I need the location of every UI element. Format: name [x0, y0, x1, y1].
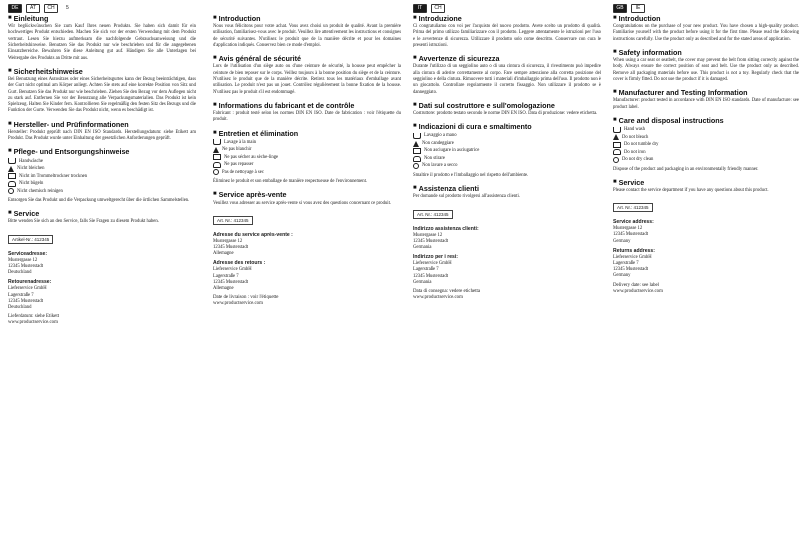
- care-label: Do not dry clean: [622, 157, 654, 163]
- care-item: [8, 180, 196, 188]
- care-label: Do not tumble dry: [624, 142, 659, 148]
- section-heading: [613, 117, 799, 125]
- section-title: Hersteller- und Prüfinformationen: [13, 119, 129, 129]
- section: [413, 55, 601, 96]
- section-heading: [213, 191, 401, 199]
- paragraph: Lors de l'utilisation d'un siège auto ou d'une ceinture de sécurité, la housse peut empêcher la ceinture de bien reposer sur le corps. Veillez toujours à la bonne position du siège et de la ceinture. N'utilisez le produit que de la manière décrite. Retirez tous les matériaux d'emballage avant utilisation. Le produit n'est pas un jouet. Contrôlez régulièrement la bonne fixation de la housse. N'utilisez pas le produit s'il est endommagé.: [213, 64, 401, 95]
- section-title: Entretien et élimination: [218, 128, 299, 138]
- address-line: 12345 Musterstadt: [8, 298, 44, 304]
- care-item: [413, 132, 601, 140]
- care-item: [613, 156, 799, 164]
- address-block: [8, 286, 196, 311]
- address-line: Deutschland: [8, 270, 32, 276]
- section-heading: [613, 179, 799, 187]
- website-link[interactable]: www.productservice.com: [613, 288, 663, 294]
- address-line: Lagerstraße 7: [8, 292, 34, 298]
- care-item: [613, 134, 799, 142]
- country-flag: GB: [613, 4, 627, 13]
- bullet-icon: ■: [213, 191, 217, 198]
- section: [213, 130, 401, 186]
- care-item: [8, 165, 196, 173]
- care-symbol-icon: [613, 127, 621, 133]
- paragraph: Bei Benutzung eines Autositzes oder eines Sicherheitsgurtes kann der Bezug beeinträchtigen, dass der Gurt nicht optimal am Körper anliegt. Achten Sie stets auf eine korrekte Position von Sitz und Gurt. Benutzen Sie das Produkt nur wie beschrieben. Ziehen Sie den Bezug vor dem Auflegen nicht zu stark auf. Entfernen Sie vor der Benutzung alle Verpackungsmaterialien. Das Produkt ist kein Spielzeug. Halten Sie Kinder fern. Kontrollieren Sie regelmäßig den festen Sitz des Bezugs und die Funktion der Gurte. Verwenden Sie das Produkt nicht, wenn es beschädigt ist.: [8, 76, 196, 114]
- country-flag: DE: [8, 4, 22, 13]
- care-label: Pas de nettoyage à sec: [222, 169, 264, 175]
- care-item: [413, 147, 601, 155]
- paragraph: Please contact the service department if you have any questions about this product.: [613, 187, 769, 193]
- care-symbols: [213, 139, 401, 177]
- bullet-icon: ■: [413, 15, 417, 21]
- section-heading: [413, 123, 601, 131]
- care-symbol-icon: [213, 154, 221, 160]
- address-line: Deutschland: [8, 304, 32, 310]
- paragraph: Nous vous félicitons pour votre achat. Vous avez choisi un produit de qualité. Avant la première utilisation, familiarisez-vous avec le produit. Veuillez lire attentivement les instructions et consignes de sécurité suivantes. N'utilisez le produit que de la manière décrite et pour les domaines d'application indiqués. Conservez bien ce mode d'emploi.: [213, 24, 401, 48]
- address-line: Lieferservice GmbH: [8, 286, 47, 292]
- care-symbol-icon: [213, 147, 219, 153]
- section-title: Indicazioni di cura e smaltimento: [418, 122, 532, 132]
- care-item: [613, 126, 799, 134]
- address-heading: Adresse du service après-vente :: [213, 231, 293, 238]
- care-item: [213, 146, 401, 154]
- section: [613, 15, 799, 43]
- section-heading: [213, 102, 401, 110]
- bullet-icon: ■: [613, 178, 617, 185]
- bullet-icon: ■: [8, 15, 12, 21]
- care-symbol-icon: [413, 148, 421, 154]
- section-title: Sicherheitshinweise: [13, 66, 83, 76]
- section-title: Introduction: [218, 14, 261, 23]
- paragraph: Veuillez vous adresser au service après-vente si vous avez des questions concernant ce produit.: [213, 200, 392, 206]
- column-0: [8, 0, 196, 554]
- paragraph: Wir beglückwünschen Sie zum Kauf Ihres neuen Produkts. Sie haben sich damit für ein hochwertiges Produkt entschieden. Machen Sie sich vor der ersten Verwendung mit dem Produkt vertraut. Lesen Sie hierzu aufmerksam die nachfolgende Gebrauchsanweisung und die Sicherheitshinweise. Benutzen Sie das Produkt nur wie beschrieben und für die angegebenen Einsatzbereiche. Bewahren Sie diese Anleitung gut auf. Händigen Sie alle Unterlagen bei Weitergabe des Produkts an Dritte mit aus.: [8, 24, 196, 61]
- section-heading: [8, 121, 196, 129]
- paragraph: Fabricant : produit testé selon les normes DIN EN ISO. Date de fabrication : voir l'étiquette du produit.: [213, 110, 401, 123]
- country-flag: CH: [431, 4, 445, 13]
- language-bar: [213, 4, 401, 12]
- bullet-icon: ■: [8, 210, 12, 217]
- care-label: Hand wash: [624, 127, 645, 133]
- section-heading: [413, 15, 601, 23]
- bullet-icon: ■: [8, 148, 12, 155]
- care-symbol-icon: [613, 134, 619, 140]
- address-line: Mustergasse 12: [8, 257, 38, 263]
- section: [213, 15, 401, 49]
- bullet-icon: ■: [413, 55, 417, 62]
- address-heading: Indirizzo per i resi:: [413, 254, 459, 261]
- address-heading: Service address:: [613, 219, 654, 226]
- section: [613, 49, 799, 83]
- section-heading: [613, 49, 799, 57]
- paragraph: Entsorgen Sie das Produkt und die Verpackung umweltgerecht über die örtlichen Sammelstellen.: [8, 198, 190, 204]
- info-line: Delivery date: see label: [613, 282, 660, 288]
- care-item: [213, 161, 401, 169]
- country-flag: AT: [26, 4, 40, 13]
- care-label: Do not bleach: [622, 134, 649, 140]
- bullet-icon: ■: [613, 116, 617, 123]
- article-number-label: Art. Nr.: 412345: [613, 203, 653, 212]
- paragraph: Per domande sul prodotto rivolgersi all'assistenza clienti.: [413, 194, 520, 200]
- address-line: 12345 Musterstadt: [213, 279, 249, 285]
- section-heading: [613, 89, 799, 97]
- care-label: Lavaggio a mano: [424, 133, 457, 139]
- address-line: Germany: [613, 273, 631, 279]
- address-line: 12345 Musterstadt: [413, 273, 449, 279]
- column-3: [613, 0, 799, 554]
- section-heading: [613, 15, 799, 23]
- care-symbol-icon: [413, 141, 419, 147]
- care-label: Ne pas sécher au sèche-linge: [224, 154, 279, 160]
- care-item: [213, 139, 401, 147]
- care-symbol-icon: [413, 133, 421, 139]
- section-title: Einleitung: [13, 14, 49, 23]
- care-label: Nicht chemisch reinigen: [17, 188, 63, 194]
- care-item: [8, 173, 196, 181]
- address-line: 12345 Musterstadt: [613, 267, 649, 273]
- care-symbol-icon: [8, 158, 16, 164]
- address-line: Germania: [413, 244, 432, 250]
- article-number-label: Artikel-Nr.: 412345: [8, 235, 53, 244]
- address-heading: Retourenadresse:: [8, 279, 52, 286]
- bullet-icon: ■: [213, 129, 217, 136]
- care-symbols: [613, 126, 799, 164]
- section-heading: [213, 130, 401, 138]
- care-item: [413, 155, 601, 163]
- section: [413, 15, 601, 49]
- care-label: Non stirare: [424, 155, 445, 161]
- address-block: [613, 226, 799, 245]
- care-label: Nicht bügeln: [19, 181, 44, 187]
- bullet-icon: ■: [613, 15, 617, 21]
- bullet-icon: ■: [8, 120, 12, 127]
- paragraph: Dispose of the product and packaging in an environmentally friendly manner.: [613, 166, 759, 172]
- care-item: [413, 162, 601, 170]
- care-item: [8, 158, 196, 166]
- care-item: [213, 169, 401, 177]
- bullet-icon: ■: [213, 15, 217, 21]
- website-link[interactable]: www.productservice.com: [8, 320, 58, 326]
- paragraph: Hersteller: Produkt geprüft nach DIN EN ISO Standards. Herstellungsdatum: siehe Etikett am Produkt. Das Produkt wurde unter Einhaltung der gesetzlichen Anforderungen geprüft.: [8, 129, 196, 142]
- care-item: [613, 149, 799, 157]
- care-symbol-icon: [8, 166, 14, 172]
- country-flag: IE: [631, 4, 645, 13]
- website-link[interactable]: www.productservice.com: [213, 301, 263, 307]
- section: [413, 102, 601, 117]
- column-1: [213, 0, 401, 554]
- care-symbols: [8, 158, 196, 196]
- care-label: Non lavare a secco: [422, 163, 458, 169]
- paragraph: When using a car seat or seatbelt, the cover may prevent the belt from sitting correctly against the body. Always ensure the correct position of seat and belt. Use the product only as described. Remove all packaging materials before use. This product is not a toy. Regularly check that the cover is firmly fitted. Do not use the product if it is damaged.: [613, 58, 799, 82]
- address-line: 12345 Musterstadt: [413, 238, 449, 244]
- care-symbol-icon: [613, 157, 619, 163]
- care-symbol-icon: [613, 142, 621, 148]
- section-heading: [213, 55, 401, 63]
- paragraph: Smaltire il prodotto e l'imballaggio nel rispetto dell'ambiente.: [413, 172, 529, 178]
- care-symbol-icon: [413, 156, 421, 162]
- address-line: Mustergasse 12: [413, 232, 443, 238]
- care-label: Nicht im Trommeltrockner trocknen: [19, 173, 88, 179]
- care-symbol-icon: [213, 162, 221, 168]
- section: [413, 123, 601, 179]
- care-item: [413, 140, 601, 148]
- address-line: Lieferservice GmbH: [413, 261, 452, 267]
- bullet-icon: ■: [613, 89, 617, 96]
- address-block: [413, 261, 601, 286]
- section-title: Avis général de sécurité: [218, 54, 302, 64]
- section-heading: [8, 68, 196, 76]
- section: [213, 55, 401, 96]
- care-symbol-icon: [213, 139, 221, 145]
- language-bar: [413, 4, 601, 12]
- address-heading: Serviceadresse:: [8, 250, 48, 257]
- care-symbol-icon: [613, 149, 621, 155]
- section: [613, 89, 799, 111]
- care-label: Ne pas repasser: [224, 162, 254, 168]
- address-line: Lagerstraße 7: [213, 273, 239, 279]
- section-heading: [8, 148, 196, 156]
- section-heading: [8, 210, 196, 218]
- care-symbol-icon: [8, 188, 14, 194]
- section-heading: [213, 15, 401, 23]
- paragraph: Bitte wenden Sie sich an den Service, falls Sie Fragen zu diesem Produkt haben.: [8, 219, 159, 225]
- section-heading: [413, 185, 601, 193]
- country-flag: CH: [44, 4, 58, 13]
- paragraph: Costruttore: prodotto testato secondo le norme DIN EN ISO. Data di produzione: vedere etichetta.: [413, 110, 598, 116]
- section-title: Informations du fabricant et de contrôle: [218, 100, 355, 110]
- section-title: Service: [618, 177, 645, 187]
- section-title: Introduction: [618, 14, 661, 23]
- address-block: [213, 267, 401, 292]
- section: [8, 15, 196, 62]
- care-item: [613, 141, 799, 149]
- care-symbols: [413, 132, 601, 170]
- bullet-icon: ■: [213, 101, 217, 108]
- section-title: Assistenza clienti: [418, 184, 479, 194]
- info-line: Lieferdatum: siehe Etikett: [8, 314, 60, 320]
- care-label: Do not iron: [624, 149, 646, 155]
- website-link[interactable]: www.productservice.com: [413, 295, 463, 301]
- care-symbol-icon: [8, 181, 16, 187]
- section: [8, 210, 196, 326]
- bullet-icon: ■: [413, 101, 417, 108]
- care-label: Ne pas blanchir: [222, 147, 252, 153]
- language-bar: [8, 4, 196, 12]
- country-flag: IT: [413, 4, 427, 13]
- address-line: Lieferservice GmbH: [613, 254, 652, 260]
- section-title: Care and disposal instructions: [618, 115, 724, 125]
- info-line: Data di consegna: vedere etichetta: [413, 288, 481, 294]
- section-title: Service après-vente: [218, 190, 287, 200]
- info-line: Date de livraison : voir l'étiquette: [213, 295, 279, 301]
- paragraph: Manufacturer: product tested in accordance with DIN EN ISO standards. Date of manufacture: see product label.: [613, 98, 799, 110]
- address-line: Lieferservice GmbH: [213, 267, 252, 273]
- address-line: Mustergasse 12: [213, 238, 243, 244]
- section-title: Pflege- und Entsorgungshinweise: [13, 147, 130, 157]
- care-label: Handwäsche: [19, 158, 43, 164]
- article-number-label: Art. Nr.: 412345: [213, 216, 253, 225]
- care-symbol-icon: [213, 169, 219, 175]
- section: [613, 117, 799, 173]
- address-line: Germania: [413, 279, 432, 285]
- care-symbol-icon: [8, 173, 16, 179]
- address-line: Allemagne: [213, 286, 234, 292]
- bullet-icon: ■: [413, 123, 417, 130]
- article-number-label: Art. Nr.: 412345: [413, 210, 453, 219]
- section-title: Manufacturer and Testing Information: [618, 88, 748, 98]
- section-title: Service: [13, 209, 40, 219]
- section-title: Dati sul costruttore e sull'omologazione: [418, 100, 555, 110]
- care-item: [213, 154, 401, 162]
- language-bar: [613, 4, 799, 12]
- care-symbol-icon: [413, 163, 419, 169]
- care-label: Lavage à la main: [224, 139, 257, 145]
- address-line: 12345 Musterstadt: [613, 232, 649, 238]
- address-heading: Adresse des retours :: [213, 260, 266, 267]
- section-heading: [413, 102, 601, 110]
- paragraph: Ci congratuliamo con voi per l'acquisto del nuovo prodotto. Avete scelto un prodotto di qualità. Prima del primo utilizzo familiarizzare con il prodotto. Leggere attentamente le istruzioni per l'uso e le avvertenze di sicurezza. Utilizzare il prodotto solo come descritto. Conservare con cura le presenti istruzioni.: [413, 24, 601, 48]
- section-heading: [8, 15, 196, 23]
- address-line: Lagerstraße 7: [413, 267, 439, 273]
- paragraph: Éliminez le produit et son emballage de manière respectueuse de l'environnement.: [213, 179, 368, 185]
- section-title: Avvertenze di sicurezza: [418, 54, 500, 64]
- section: [213, 102, 401, 124]
- address-heading: Returns address:: [613, 247, 655, 254]
- care-item: [8, 188, 196, 196]
- address-line: 12345 Musterstadt: [213, 245, 249, 251]
- section-heading: [413, 55, 601, 63]
- section: [8, 148, 196, 204]
- section: [613, 179, 799, 295]
- bullet-icon: ■: [613, 48, 617, 55]
- bullet-icon: ■: [213, 55, 217, 62]
- address-heading: Indirizzo assistenza clienti:: [413, 225, 479, 232]
- section: [8, 121, 196, 143]
- bullet-icon: ■: [8, 67, 12, 74]
- address-line: Germany: [613, 238, 631, 244]
- section: [413, 185, 601, 301]
- page-number: 5: [66, 5, 70, 11]
- care-label: Non candeggiare: [422, 140, 454, 146]
- care-label: Nicht bleichen: [17, 166, 45, 172]
- address-line: Allemagne: [213, 251, 234, 257]
- care-label: Non asciugare in asciugatrice: [424, 148, 480, 154]
- section: [213, 191, 401, 307]
- address-block: [413, 233, 601, 252]
- paragraph: Durante l'utilizzo di un seggiolino auto o di una cintura di sicurezza, il rivestimento può impedire alla cintura di aderire correttamente al corpo. Fare sempre attenzione alla corretta posizione del seggiolino e della cintura. Rimuovere tutti i materiali d'imballaggio prima dell'uso. Il prodotto non è un giocattolo. Controllare regolarmente il corretto fissaggio. Non utilizzare il prodotto se è danneggiato.: [413, 64, 601, 95]
- bullet-icon: ■: [413, 185, 417, 192]
- address-block: [8, 258, 196, 277]
- address-line: Mustergasse 12: [613, 226, 643, 232]
- section-title: Introduzione: [418, 14, 462, 23]
- address-line: 12345 Musterstadt: [8, 263, 44, 269]
- section: [8, 68, 196, 115]
- paragraph: Congratulations on the purchase of your new product. You have chosen a high-quality product. Familiarise yourself with the product before using it for the first time. Please read the following instructions carefully. Use the product only as described and for the stated areas of application.: [613, 24, 799, 42]
- section-title: Safety information: [618, 47, 682, 57]
- column-2: [413, 0, 601, 554]
- address-block: [613, 255, 799, 280]
- address-block: [213, 239, 401, 258]
- address-line: Lagerstraße 7: [613, 261, 639, 267]
